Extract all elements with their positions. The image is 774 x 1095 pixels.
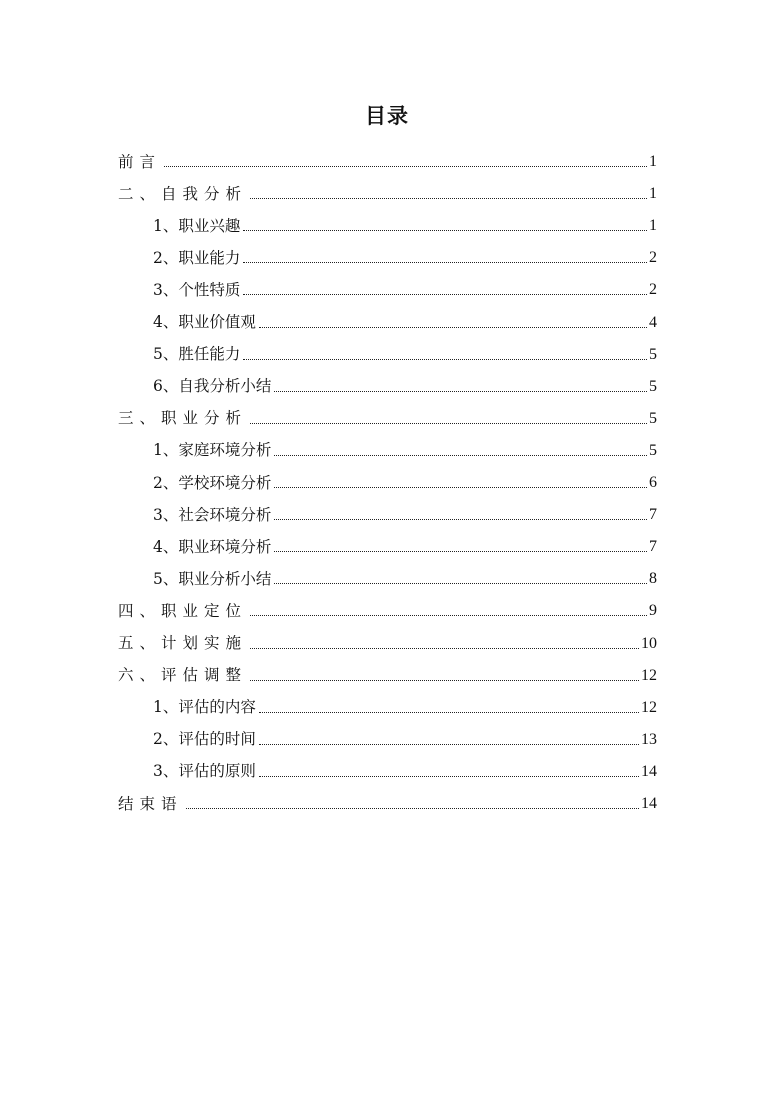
toc-dot-leader	[259, 744, 639, 745]
toc-entry-label: 2、学校环境分析	[153, 473, 272, 492]
toc-dot-leader	[250, 615, 647, 616]
toc-entry-page-number: 12	[641, 666, 657, 684]
toc-entry-page-number: 9	[649, 602, 657, 620]
toc-entry[interactable]	[153, 236, 657, 268]
toc-entry-label: 5、胜任能力	[153, 345, 241, 364]
toc-entry-label: 四、职业定位	[118, 601, 248, 620]
toc-entry-label: 六、评估调整	[118, 666, 248, 685]
toc-entry[interactable]	[153, 204, 657, 236]
toc-entry-page-number: 14	[641, 762, 657, 780]
toc-entry[interactable]	[153, 333, 657, 365]
toc-entry[interactable]	[153, 718, 657, 750]
toc-dot-leader	[274, 583, 647, 584]
toc-entry[interactable]	[153, 750, 657, 782]
toc-entry-page-number: 2	[649, 281, 657, 299]
toc-dot-leader	[250, 680, 639, 681]
toc-entry-label: 二、自我分析	[118, 184, 248, 203]
toc-entry-page-number: 6	[649, 474, 657, 491]
toc-dot-leader	[186, 808, 639, 809]
toc-entry[interactable]	[153, 461, 657, 493]
toc-title: 目录	[365, 104, 409, 128]
toc-entry-label: 4、职业环境分析	[153, 537, 272, 556]
toc-entry[interactable]	[153, 493, 657, 525]
toc-entry-page-number: 1	[649, 217, 657, 235]
toc-dot-leader	[250, 423, 647, 424]
toc-entry-page-number: 10	[641, 634, 657, 652]
toc-entry-label: 1、职业兴趣	[153, 216, 241, 235]
toc-entry-page-number: 1	[649, 185, 657, 203]
toc-entry-page-number: 4	[649, 313, 657, 331]
toc-entry-page-number: 5	[649, 377, 657, 395]
toc-dot-leader	[250, 648, 639, 649]
toc-entry-label: 五、计划实施	[118, 634, 248, 652]
toc-entry[interactable]	[153, 429, 657, 461]
toc-entry-page-number: 5	[649, 409, 657, 427]
toc-entry-label: 2、职业能力	[153, 248, 241, 267]
toc-entry-label: 1、评估的内容	[153, 698, 256, 717]
toc-dot-leader	[274, 487, 647, 488]
toc-entry-page-number: 2	[649, 249, 657, 267]
toc-dot-leader	[259, 327, 647, 328]
toc-entry[interactable]	[153, 686, 657, 718]
toc-entry-label: 3、评估的原则	[153, 762, 256, 781]
toc-entry-page-number: 5	[649, 441, 657, 459]
toc-entry[interactable]	[153, 268, 657, 300]
toc-entry[interactable]	[153, 301, 657, 333]
toc-entry-page-number: 5	[649, 345, 657, 363]
toc-entry-label: 3、个性特质	[153, 280, 241, 299]
toc-dot-leader	[250, 198, 647, 199]
toc-entry[interactable]	[153, 365, 657, 397]
toc-entry-label: 3、社会环境分析	[153, 505, 272, 524]
toc-entry[interactable]	[118, 622, 657, 654]
toc-entry-label: 2、评估的时间	[153, 730, 256, 749]
toc-entry[interactable]	[153, 557, 657, 589]
toc-dot-leader	[259, 712, 639, 713]
toc-dot-leader	[243, 294, 647, 295]
toc-entry[interactable]	[118, 397, 657, 429]
toc-entry-label: 6、自我分析小结	[153, 377, 272, 396]
toc-entry-label: 5、职业分析小结	[153, 569, 272, 588]
toc-entry-label: 4、职业价值观	[153, 313, 256, 331]
toc-dot-leader	[274, 455, 647, 456]
toc-dot-leader	[274, 519, 647, 520]
toc-dot-leader	[243, 230, 647, 231]
toc-dot-leader	[243, 262, 647, 263]
toc-entry-page-number: 8	[649, 570, 657, 588]
toc-dot-leader	[243, 359, 647, 360]
toc-entry[interactable]	[118, 589, 657, 621]
toc-dot-leader	[274, 391, 647, 392]
toc-entry-label: 三、职业分析	[118, 409, 248, 428]
toc-entry-page-number: 14	[641, 795, 657, 812]
toc-entry[interactable]	[118, 654, 657, 686]
toc-dot-leader	[259, 776, 639, 777]
toc-dot-leader	[164, 166, 647, 167]
toc-entry[interactable]	[118, 140, 657, 172]
toc-entry[interactable]	[118, 172, 657, 204]
toc-entry-page-number: 7	[649, 506, 657, 524]
toc-dot-leader	[274, 551, 647, 552]
toc-entry-label: 前言	[118, 152, 162, 171]
toc-entry-page-number: 13	[641, 730, 657, 748]
toc-entry-page-number: 7	[649, 538, 657, 556]
toc-entry-page-number: 1	[649, 153, 657, 170]
toc-entry-page-number: 12	[641, 698, 657, 716]
toc-entry-label: 1、家庭环境分析	[153, 441, 272, 460]
toc-entry[interactable]	[153, 525, 657, 557]
toc-entry-label: 结束语	[118, 794, 183, 813]
toc-entry[interactable]	[118, 782, 657, 814]
